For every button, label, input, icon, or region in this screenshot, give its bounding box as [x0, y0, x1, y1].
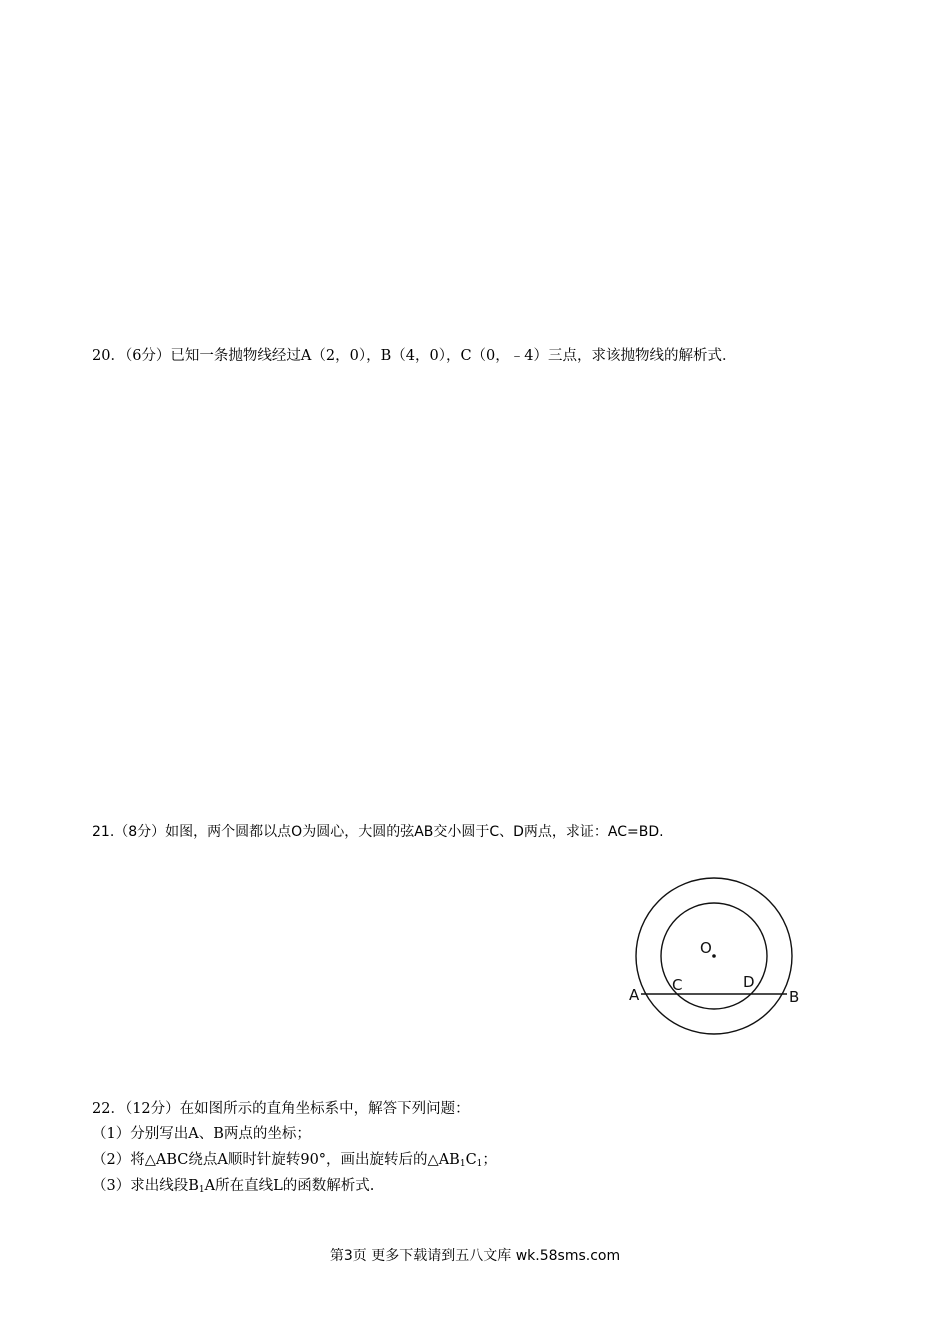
part-2-subscript-c: 1 — [476, 1159, 483, 1169]
label-c: C — [672, 976, 683, 994]
label-o: O — [700, 939, 712, 957]
question-21: 21.（8分）如图，两个圆都以点O为圆心，大圆的弦AB交小圆于C、D两点，求证：AC=BD. — [92, 824, 664, 840]
part-3-subscript: 1 — [198, 1185, 205, 1195]
concentric-circles-diagram — [622, 866, 806, 1050]
part-3-prefix: （3）求出线段B — [92, 1178, 199, 1194]
center-point-o — [712, 954, 716, 958]
part-2-suffix: ； — [482, 1152, 497, 1168]
part-2-subscript-b: 1 — [459, 1159, 466, 1169]
concentric-circles-figure — [622, 866, 806, 1050]
question-22-part-3 — [92, 1176, 374, 1196]
question-22-part-1: （1）分别写出A、B两点的坐标； — [92, 1126, 311, 1142]
part-2-prefix: （2）将△ABC绕点A顺时针旋转90°，画出旋转后的△AB — [92, 1152, 460, 1168]
label-a: A — [629, 986, 640, 1004]
question-22-part-2 — [92, 1150, 497, 1170]
label-b: B — [789, 988, 800, 1006]
question-20: 20．（6分）已知一条抛物线经过A（2，0），B（4，0），C（0，﹣4）三点，求该抛物线的解析式． — [92, 348, 737, 364]
page-footer: 第3页 更多下载请到五八文库 wk.58sms.com — [329, 1248, 621, 1264]
part-3-suffix: A所在直线L的函数解析式. — [204, 1178, 375, 1194]
question-22-title: 22．（12分）在如图所示的直角坐标系中，解答下列问题： — [92, 1101, 470, 1117]
part-2-middle: C — [465, 1152, 477, 1168]
label-d: D — [743, 973, 755, 991]
